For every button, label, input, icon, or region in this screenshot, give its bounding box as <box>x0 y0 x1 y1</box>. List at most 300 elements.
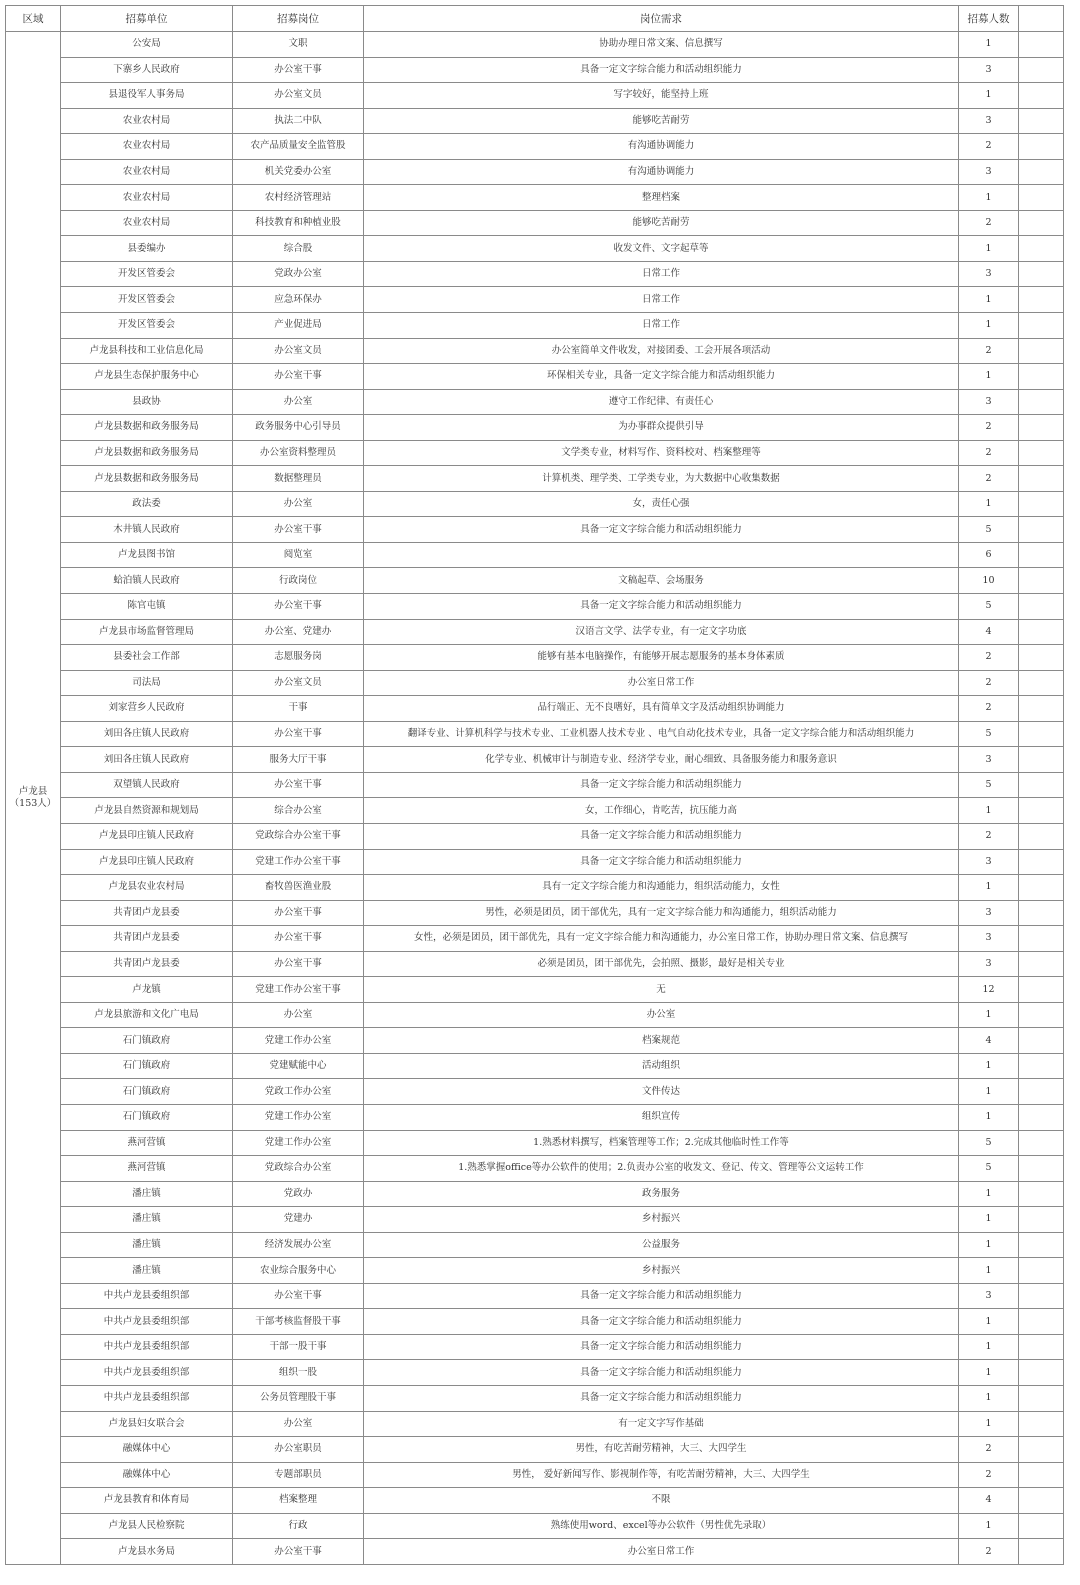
table-row <box>6 1079 1064 1105</box>
unit-cell: 司法局 <box>61 670 233 696</box>
count-cell: 3 <box>959 1283 1019 1309</box>
blank-cell <box>1019 57 1064 83</box>
table-row <box>6 594 1064 620</box>
requirement-cell: 计算机类、理学类、工学类专业，为大数据中心收集数据 <box>364 466 959 492</box>
unit-cell: 石门镇政府 <box>61 1079 233 1105</box>
count-cell: 2 <box>959 134 1019 160</box>
post-cell: 办公室、党建办 <box>233 619 364 645</box>
count-cell: 1 <box>959 287 1019 313</box>
table-row <box>6 466 1064 492</box>
table-row <box>6 645 1064 671</box>
count-cell: 1 <box>959 1002 1019 1028</box>
blank-cell <box>1019 1156 1064 1182</box>
requirement-cell: 具备一定文字综合能力和活动组织能力 <box>364 517 959 543</box>
blank-cell <box>1019 772 1064 798</box>
count-cell: 3 <box>959 849 1019 875</box>
requirement-cell: 男性，有吃苦耐劳精神，大三、大四学生 <box>364 1437 959 1463</box>
unit-cell: 共青团卢龙县委 <box>61 926 233 952</box>
table-row <box>6 1207 1064 1233</box>
blank-cell <box>1019 594 1064 620</box>
requirement-cell: 文件传达 <box>364 1079 959 1105</box>
unit-cell: 卢龙县旅游和文化广电局 <box>61 1002 233 1028</box>
unit-cell: 下寨乡人民政府 <box>61 57 233 83</box>
unit-cell: 卢龙县妇女联合会 <box>61 1411 233 1437</box>
count-cell: 5 <box>959 1156 1019 1182</box>
count-cell: 4 <box>959 1488 1019 1514</box>
unit-cell: 农业农村局 <box>61 108 233 134</box>
post-cell: 科技教育和种植业股 <box>233 210 364 236</box>
table-row <box>6 1181 1064 1207</box>
table-row <box>6 1104 1064 1130</box>
post-cell: 党建工作办公室 <box>233 1104 364 1130</box>
count-cell: 5 <box>959 772 1019 798</box>
count-cell: 1 <box>959 1053 1019 1079</box>
requirement-cell: 日常工作 <box>364 287 959 313</box>
table-row <box>6 185 1064 211</box>
blank-column <box>1019 6 1064 32</box>
header-region: 区域 <box>6 6 61 32</box>
requirement-cell: 办公室简单文件收发，对接团委、工会开展各项活动 <box>364 338 959 364</box>
count-cell: 3 <box>959 747 1019 773</box>
count-cell: 1 <box>959 1079 1019 1105</box>
post-cell: 志愿服务岗 <box>233 645 364 671</box>
requirement-cell: 环保相关专业，具备一定文字综合能力和活动组织能力 <box>364 364 959 390</box>
unit-cell: 石门镇政府 <box>61 1028 233 1054</box>
table-row <box>6 1002 1064 1028</box>
requirement-cell: 1.熟悉掌握office等办公软件的使用；2.负责办公室的收发文、登记、传文、管理等公文运转工作 <box>364 1156 959 1182</box>
count-cell: 5 <box>959 517 1019 543</box>
requirement-cell: 能够吃苦耐劳 <box>364 210 959 236</box>
blank-cell <box>1019 747 1064 773</box>
blank-cell <box>1019 823 1064 849</box>
requirement-cell: 具备一定文字综合能力和活动组织能力 <box>364 1334 959 1360</box>
requirement-cell: 整理档案 <box>364 185 959 211</box>
blank-cell <box>1019 1334 1064 1360</box>
blank-cell <box>1019 491 1064 517</box>
blank-cell <box>1019 1207 1064 1233</box>
count-cell: 12 <box>959 977 1019 1003</box>
table-row <box>6 1437 1064 1463</box>
table-row <box>6 542 1064 568</box>
post-cell: 机关党委办公室 <box>233 159 364 185</box>
requirement-cell: 协助办理日常文案、信息撰写 <box>364 32 959 58</box>
blank-cell <box>1019 1079 1064 1105</box>
count-cell: 1 <box>959 313 1019 339</box>
count-cell: 1 <box>959 32 1019 58</box>
blank-cell <box>1019 1462 1064 1488</box>
post-cell: 应急环保办 <box>233 287 364 313</box>
unit-cell: 中共卢龙县委组织部 <box>61 1283 233 1309</box>
count-cell: 5 <box>959 594 1019 620</box>
count-cell: 1 <box>959 1258 1019 1284</box>
blank-cell <box>1019 517 1064 543</box>
requirement-cell: 乡村振兴 <box>364 1207 959 1233</box>
post-cell: 干事 <box>233 696 364 722</box>
table-row <box>6 977 1064 1003</box>
count-cell: 5 <box>959 1130 1019 1156</box>
table-row <box>6 1488 1064 1514</box>
blank-cell <box>1019 619 1064 645</box>
count-cell: 1 <box>959 1411 1019 1437</box>
requirement-cell: 化学专业、机械审计与制造专业、经济学专业，耐心细致、具备服务能力和服务意识 <box>364 747 959 773</box>
requirement-cell: 无 <box>364 977 959 1003</box>
table-row <box>6 772 1064 798</box>
post-cell: 行政 <box>233 1513 364 1539</box>
unit-cell: 燕河营镇 <box>61 1156 233 1182</box>
blank-cell <box>1019 1309 1064 1335</box>
post-cell: 农业综合服务中心 <box>233 1258 364 1284</box>
requirement-cell: 1.熟悉材料撰写，档案管理等工作；2.完成其他临时性工作等 <box>364 1130 959 1156</box>
blank-cell <box>1019 134 1064 160</box>
requirement-cell: 具备一定文字综合能力和活动组织能力 <box>364 57 959 83</box>
requirement-cell: 具备一定文字综合能力和活动组织能力 <box>364 849 959 875</box>
blank-cell <box>1019 83 1064 109</box>
blank-cell <box>1019 389 1064 415</box>
blank-cell <box>1019 1232 1064 1258</box>
post-cell: 办公室职员 <box>233 1437 364 1463</box>
post-cell: 文职 <box>233 32 364 58</box>
unit-cell: 县委编办 <box>61 236 233 262</box>
blank-cell <box>1019 185 1064 211</box>
post-cell: 经济发展办公室 <box>233 1232 364 1258</box>
blank-cell <box>1019 645 1064 671</box>
header-count: 招募人数 <box>959 6 1019 32</box>
count-cell: 3 <box>959 926 1019 952</box>
unit-cell: 卢龙县印庄镇人民政府 <box>61 849 233 875</box>
unit-cell: 卢龙县市场监督管理局 <box>61 619 233 645</box>
unit-cell: 蛤泊镇人民政府 <box>61 568 233 594</box>
post-cell: 党建办 <box>233 1207 364 1233</box>
blank-cell <box>1019 210 1064 236</box>
post-cell: 办公室干事 <box>233 721 364 747</box>
blank-cell <box>1019 542 1064 568</box>
count-cell: 3 <box>959 900 1019 926</box>
post-cell: 党建工作办公室 <box>233 1130 364 1156</box>
post-cell: 组织一股 <box>233 1360 364 1386</box>
count-cell: 1 <box>959 875 1019 901</box>
count-cell: 1 <box>959 364 1019 390</box>
blank-cell <box>1019 1283 1064 1309</box>
table-row <box>6 389 1064 415</box>
unit-cell: 石门镇政府 <box>61 1053 233 1079</box>
table-row <box>6 900 1064 926</box>
requirement-cell: 组织宣传 <box>364 1104 959 1130</box>
unit-cell: 中共卢龙县委组织部 <box>61 1385 233 1411</box>
table-row <box>6 1283 1064 1309</box>
count-cell: 3 <box>959 261 1019 287</box>
post-cell: 办公室 <box>233 491 364 517</box>
table-row <box>6 134 1064 160</box>
unit-cell: 刘田各庄镇人民政府 <box>61 721 233 747</box>
table-row <box>6 849 1064 875</box>
post-cell: 党政办 <box>233 1181 364 1207</box>
unit-cell: 卢龙县人民检察院 <box>61 1513 233 1539</box>
requirement-cell: 熟练使用word、excel等办公软件（男性优先录取） <box>364 1513 959 1539</box>
requirement-cell: 公益服务 <box>364 1232 959 1258</box>
table-row <box>6 210 1064 236</box>
requirement-cell: 政务服务 <box>364 1181 959 1207</box>
post-cell: 政务服务中心引导员 <box>233 415 364 441</box>
post-cell: 阅览室 <box>233 542 364 568</box>
requirement-cell: 办公室日常工作 <box>364 670 959 696</box>
requirement-cell: 女，责任心强 <box>364 491 959 517</box>
post-cell: 办公室 <box>233 1411 364 1437</box>
requirement-cell: 汉语言文学、法学专业，有一定文字功底 <box>364 619 959 645</box>
count-cell: 2 <box>959 645 1019 671</box>
post-cell: 办公室干事 <box>233 594 364 620</box>
post-cell: 党建工作办公室 <box>233 1028 364 1054</box>
count-cell: 1 <box>959 1334 1019 1360</box>
blank-cell <box>1019 1130 1064 1156</box>
post-cell: 农产品质量安全监管股 <box>233 134 364 160</box>
table-row <box>6 696 1064 722</box>
table-row <box>6 83 1064 109</box>
count-cell: 4 <box>959 619 1019 645</box>
unit-cell: 刘田各庄镇人民政府 <box>61 747 233 773</box>
post-cell: 办公室干事 <box>233 57 364 83</box>
table-row <box>6 1411 1064 1437</box>
blank-cell <box>1019 875 1064 901</box>
post-cell: 办公室干事 <box>233 926 364 952</box>
count-cell: 3 <box>959 159 1019 185</box>
count-cell: 1 <box>959 1360 1019 1386</box>
unit-cell: 开发区管委会 <box>61 261 233 287</box>
blank-cell <box>1019 1488 1064 1514</box>
unit-cell: 木井镇人民政府 <box>61 517 233 543</box>
table-row <box>6 32 1064 58</box>
region-total: （153人） <box>9 797 57 809</box>
blank-cell <box>1019 977 1064 1003</box>
requirement-cell: 能够有基本电脑操作，有能够开展志愿服务的基本身体素质 <box>364 645 959 671</box>
blank-cell <box>1019 1028 1064 1054</box>
unit-cell: 农业农村局 <box>61 134 233 160</box>
unit-cell: 潘庄镇 <box>61 1207 233 1233</box>
blank-cell <box>1019 1360 1064 1386</box>
unit-cell: 县退役军人事务局 <box>61 83 233 109</box>
post-cell: 党建赋能中心 <box>233 1053 364 1079</box>
count-cell: 3 <box>959 108 1019 134</box>
table-row <box>6 1156 1064 1182</box>
unit-cell: 卢龙县数据和政务服务局 <box>61 415 233 441</box>
post-cell: 办公室干事 <box>233 900 364 926</box>
post-cell: 办公室文员 <box>233 670 364 696</box>
table-row <box>6 108 1064 134</box>
count-cell: 1 <box>959 83 1019 109</box>
blank-cell <box>1019 670 1064 696</box>
table-row <box>6 236 1064 262</box>
header-post: 招募岗位 <box>233 6 364 32</box>
table-row <box>6 875 1064 901</box>
blank-cell <box>1019 1437 1064 1463</box>
post-cell: 办公室干事 <box>233 364 364 390</box>
blank-cell <box>1019 261 1064 287</box>
table-row <box>6 338 1064 364</box>
table-row <box>6 287 1064 313</box>
table-row <box>6 1334 1064 1360</box>
blank-cell <box>1019 849 1064 875</box>
requirement-cell: 必须是团员，团干部优先，会拍照、摄影，最好是相关专业 <box>364 951 959 977</box>
unit-cell: 县委社会工作部 <box>61 645 233 671</box>
requirement-cell: 乡村振兴 <box>364 1258 959 1284</box>
requirement-cell: 办公室日常工作 <box>364 1539 959 1565</box>
post-cell: 产业促进局 <box>233 313 364 339</box>
table-row <box>6 926 1064 952</box>
requirement-cell <box>364 542 959 568</box>
count-cell: 1 <box>959 236 1019 262</box>
requirement-cell: 具备一定文字综合能力和活动组织能力 <box>364 1385 959 1411</box>
count-cell: 2 <box>959 440 1019 466</box>
count-cell: 1 <box>959 1232 1019 1258</box>
post-cell: 党建工作办公室干事 <box>233 849 364 875</box>
count-cell: 1 <box>959 1181 1019 1207</box>
post-cell: 办公室干事 <box>233 772 364 798</box>
unit-cell: 卢龙县水务局 <box>61 1539 233 1565</box>
header-row <box>6 6 1064 32</box>
post-cell: 综合办公室 <box>233 798 364 824</box>
blank-cell <box>1019 108 1064 134</box>
table-row <box>6 798 1064 824</box>
requirement-cell: 文稿起草、会场服务 <box>364 568 959 594</box>
post-cell: 党政办公室 <box>233 261 364 287</box>
requirement-cell: 男性， 爱好新闻写作、影视制作等，有吃苦耐劳精神，大三、大四学生 <box>364 1462 959 1488</box>
region-cell <box>6 32 61 1565</box>
count-cell: 1 <box>959 1513 1019 1539</box>
unit-cell: 燕河营镇 <box>61 1130 233 1156</box>
unit-cell: 卢龙县图书馆 <box>61 542 233 568</box>
count-cell: 1 <box>959 185 1019 211</box>
unit-cell: 潘庄镇 <box>61 1258 233 1284</box>
table-row <box>6 1130 1064 1156</box>
unit-cell: 卢龙县数据和政务服务局 <box>61 440 233 466</box>
blank-cell <box>1019 1002 1064 1028</box>
table-row <box>6 1053 1064 1079</box>
unit-cell: 开发区管委会 <box>61 287 233 313</box>
post-cell: 办公室干事 <box>233 1539 364 1565</box>
post-cell: 执法二中队 <box>233 108 364 134</box>
unit-cell: 刘家营乡人民政府 <box>61 696 233 722</box>
table-row <box>6 619 1064 645</box>
table-row <box>6 721 1064 747</box>
table-row <box>6 517 1064 543</box>
post-cell: 办公室 <box>233 1002 364 1028</box>
blank-cell <box>1019 313 1064 339</box>
blank-cell <box>1019 236 1064 262</box>
blank-cell <box>1019 1385 1064 1411</box>
requirement-cell: 具备一定文字综合能力和活动组织能力 <box>364 772 959 798</box>
post-cell: 数据整理员 <box>233 466 364 492</box>
recruitment-table <box>5 5 1064 1565</box>
blank-cell <box>1019 287 1064 313</box>
blank-cell <box>1019 1104 1064 1130</box>
post-cell: 行政岗位 <box>233 568 364 594</box>
blank-cell <box>1019 159 1064 185</box>
post-cell: 档案整理 <box>233 1488 364 1514</box>
post-cell: 专题部职员 <box>233 1462 364 1488</box>
blank-cell <box>1019 1258 1064 1284</box>
requirement-cell: 女性，必须是团员，团干部优先，具有一定文字综合能力和沟通能力，办公室日常工作，协助办理日常文案、信息撰写 <box>364 926 959 952</box>
unit-cell: 政法委 <box>61 491 233 517</box>
requirement-cell: 具备一定文字综合能力和活动组织能力 <box>364 823 959 849</box>
count-cell: 2 <box>959 338 1019 364</box>
unit-cell: 共青团卢龙县委 <box>61 951 233 977</box>
unit-cell: 中共卢龙县委组织部 <box>61 1309 233 1335</box>
post-cell: 办公室干事 <box>233 951 364 977</box>
requirement-cell: 具有一定文字综合能力和沟通能力，组织活动能力，女性 <box>364 875 959 901</box>
unit-cell: 双望镇人民政府 <box>61 772 233 798</box>
table-row <box>6 159 1064 185</box>
post-cell: 党政工作办公室 <box>233 1079 364 1105</box>
table-row <box>6 1513 1064 1539</box>
unit-cell: 农业农村局 <box>61 210 233 236</box>
table-row <box>6 1232 1064 1258</box>
blank-cell <box>1019 926 1064 952</box>
table-row <box>6 415 1064 441</box>
requirement-cell: 日常工作 <box>364 313 959 339</box>
post-cell: 干部考核监督股干事 <box>233 1309 364 1335</box>
requirement-cell: 收发文件、文字起草等 <box>364 236 959 262</box>
count-cell: 10 <box>959 568 1019 594</box>
blank-cell <box>1019 951 1064 977</box>
post-cell: 服务大厅干事 <box>233 747 364 773</box>
count-cell: 3 <box>959 951 1019 977</box>
requirement-cell: 有一定文字写作基础 <box>364 1411 959 1437</box>
region-name: 卢龙县 <box>18 785 48 797</box>
requirement-cell: 不限 <box>364 1488 959 1514</box>
unit-cell: 卢龙县印庄镇人民政府 <box>61 823 233 849</box>
unit-cell: 潘庄镇 <box>61 1232 233 1258</box>
post-cell: 办公室文员 <box>233 83 364 109</box>
blank-cell <box>1019 1053 1064 1079</box>
count-cell: 1 <box>959 1207 1019 1233</box>
requirement-cell: 有沟通协调能力 <box>364 134 959 160</box>
requirement-cell: 遵守工作纪律、有责任心 <box>364 389 959 415</box>
table-row <box>6 364 1064 390</box>
unit-cell: 卢龙县生态保护服务中心 <box>61 364 233 390</box>
table-row <box>6 823 1064 849</box>
requirement-cell: 翻译专业、计算机科学与技术专业、工业机器人技术专业 、电气自动化技术专业，具备一定文字综合能力和活动组织能力 <box>364 721 959 747</box>
blank-cell <box>1019 900 1064 926</box>
count-cell: 3 <box>959 57 1019 83</box>
unit-cell: 开发区管委会 <box>61 313 233 339</box>
count-cell: 2 <box>959 670 1019 696</box>
post-cell: 公务员管理股干事 <box>233 1385 364 1411</box>
requirement-cell: 具备一定文字综合能力和活动组织能力 <box>364 1283 959 1309</box>
unit-cell: 卢龙县科技和工业信息化局 <box>61 338 233 364</box>
count-cell: 2 <box>959 1462 1019 1488</box>
count-cell: 3 <box>959 389 1019 415</box>
requirement-cell: 品行端正、无不良嗜好，具有简单文字及活动组织协调能力 <box>364 696 959 722</box>
unit-cell: 卢龙县数据和政务服务局 <box>61 466 233 492</box>
unit-cell: 中共卢龙县委组织部 <box>61 1334 233 1360</box>
count-cell: 1 <box>959 1104 1019 1130</box>
table-row <box>6 1360 1064 1386</box>
post-cell: 办公室干事 <box>233 1283 364 1309</box>
unit-cell: 石门镇政府 <box>61 1104 233 1130</box>
requirement-cell: 男性，必须是团员，团干部优先，具有一定文字综合能力和沟通能力，组织活动能力 <box>364 900 959 926</box>
table-row <box>6 670 1064 696</box>
requirement-cell: 具备一定文字综合能力和活动组织能力 <box>364 1309 959 1335</box>
requirement-cell: 活动组织 <box>364 1053 959 1079</box>
blank-cell <box>1019 338 1064 364</box>
post-cell: 党政综合办公室干事 <box>233 823 364 849</box>
blank-cell <box>1019 798 1064 824</box>
count-cell: 2 <box>959 823 1019 849</box>
table-row <box>6 1385 1064 1411</box>
requirement-cell: 具备一定文字综合能力和活动组织能力 <box>364 594 959 620</box>
count-cell: 2 <box>959 1437 1019 1463</box>
unit-cell: 融媒体中心 <box>61 1437 233 1463</box>
post-cell: 党建工作办公室干事 <box>233 977 364 1003</box>
